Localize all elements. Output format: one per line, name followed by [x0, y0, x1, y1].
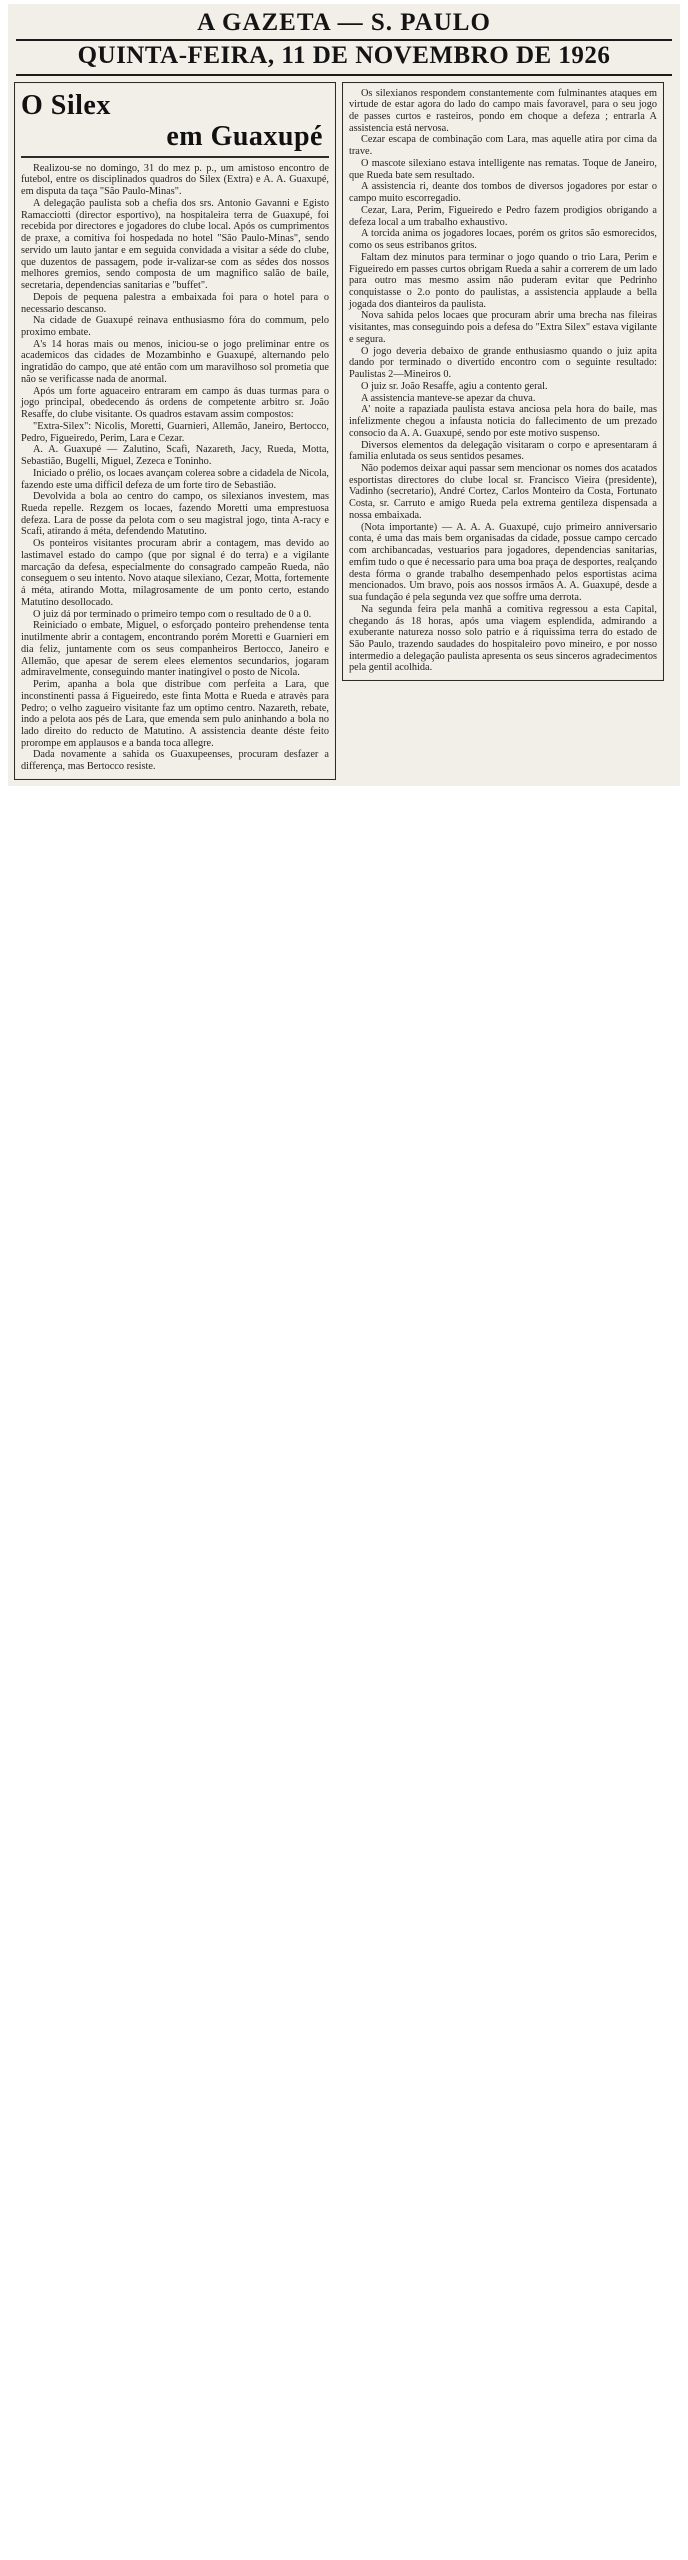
paragraph: Os silexianos respondem constantemente com fulminantes ataques em virtude de estar agora do lado do campo mais favoravel, para o seu jogo de passes curtos e rasteiros, pondo em choque a defeza ; entrarla A assistencia está nervosa.	[349, 87, 657, 134]
paragraph: A torcida anima os jogadores locaes, porém os gritos são esmorecidos, como os seus estribanos gritos.	[349, 228, 657, 252]
paragraph: A assistencia manteve-se apezar da chuva.	[361, 392, 536, 404]
article-headline	[21, 90, 329, 153]
paragraph: Cezar, Lara, Perim, Figueiredo e Pedro fazem prodigios obrigando a defeza local a um trabalho exhaustivo.	[349, 204, 657, 228]
paragraph: Os ponteiros visitantes procuram abrir a contagem, mas devido ao lastimavel estado do campo (que por signal é do terra) e a vigilante marcação da defesa, especialmente do consagrado campeão Rueda, não conseguem o seu intento. Novo ataque silexiano, Cezar, Motta, fortemente á méta, atirando Motta, milagrosamente de um ponto certo, estando Matutino desollocado.	[21, 538, 329, 608]
paragraph: A' noite a rapaziada paulista estava anciosa pela hora do baile, mas infelizmente chegou a infausta noticia do fallecimento de um prezado consocio da A. A. Guaxupé, sendo por este motivo suspenso.	[349, 404, 657, 439]
paragraph: O juiz sr. João Resaffe, agiu a contento geral.	[361, 380, 548, 392]
paragraph: O mascote silexiano estava intelligente nas rematas. Toque de Janeiro, que Rueda bate sem resultado.	[349, 157, 657, 181]
issue-date: QUINTA-FEIRA, 11 DE NOVEMBRO DE 1926	[77, 42, 611, 70]
paragraph: Depois de pequena palestra a embaixada foi para o hotel para o necessario descanso.	[21, 291, 329, 315]
paragraph-lineup-guaxupe: A. A. Guaxupé — Zalutino, Scafi, Nazareth, Jacy, Rueda, Motta, Sebastião, Bugelli, Miguel, Zezeca e Toninho.	[21, 444, 329, 468]
paragraph: Realizou-se no domingo, 31 do mez p. p., um amistoso encontro de futebol, entre os disciplinados quadros do Silex (Extra) e A. A. Guaxupé, em disputa da taça "São Paulo-Minas".	[21, 162, 329, 198]
paragraph: Após um forte aguaceiro entraram em campo ás duas turmas para o jogo principal, obedecendo ás ordens de competente arbitro sr. João Resaffe, do clube visitante. Os quadros estavam assim compostos:	[21, 385, 329, 421]
paragraph: O jogo deveria debaixo de grande enthusiasmo quando o juiz apita dando por terminado o divertido encontro com o seguinte resultado: Paulistas 2—Mineiros 0.	[349, 345, 657, 381]
article-column-right	[342, 82, 664, 682]
paragraph: Perim, apanha a bola que distribue com perfeita a Lara, que inconstinenti passa á Figueiredo, este finta Motta e Rueda e atravès para Pedro; o velho zagueiro visitante faz um optimo centro. Nazareth, rebate, indo a pelota aos pés de Lara, que emenda sem pulo aninhando a bola no lado direito do reducto de Matutino. A assistencia deante déste feito prorompe em applausos e a banda toca allegre.	[21, 679, 329, 749]
paragraph: Diversos elementos da delegação visitaram o corpo e apresentaram á familia enlutada os seus sentidos pesames.	[349, 439, 657, 463]
paragraph: A assistencia ri, deante dos tombos de diversos jogadores por estar o campo muito escorregadio.	[349, 181, 657, 205]
newspaper-clipping	[8, 4, 680, 786]
headline-line-1: O Silex	[21, 89, 111, 121]
masthead	[8, 4, 680, 76]
article-body	[8, 76, 680, 780]
paragraph: O juiz dá por terminado o primeiro tempo com o resultado de 0 a 0.	[33, 608, 312, 620]
paragraph: A's 14 horas mais ou menos, iniciou-se o jogo preliminar entre os academicos das cidades de Mozambinho e Guaxupé, alternando pelo ingratidão do campo, que até então com um maravilhoso sol prometia que não se verificasse nada de anormal.	[21, 338, 329, 385]
headline-line-2: em Guaxupé	[166, 120, 323, 152]
paragraph: Faltam dez minutos para terminar o jogo quando o trio Lara, Perim e Figueiredo em passes curtos obrigam Rueda a sahir a correrem de um lado para outro mas mesmo assim não puderam evitar que Pedrinho conquistasse o 2.o ponto do paulistas, a assistencia applaude a bella jogada dos dianteiros da paulista.	[349, 251, 657, 310]
newspaper-title: A GAZETA — S. PAULO	[197, 9, 491, 36]
article-column-left	[14, 82, 336, 780]
paragraph: Na cidade de Guaxupé reinava enthusiasmo fóra do commum, pelo proximo embate.	[21, 315, 329, 338]
paragraph-officials: Não podemos deixar aqui passar sem mencionar os nomes dos acatados esportistas directores do clube local sr. Francisco Vieira (presidente), Vadinho (secretario), André Cortez, Carlos Monteiro da Costa, Fortunato Costa, sr. Carruto e amigo Rueda pela extrema gentileza dispensada a nossa embaixada.	[349, 463, 657, 521]
paragraph: Reiniciado o embate, Miguel, o esforçado ponteiro prehendense tenta inutilmente abrir a contagem, encontrando porém Moretti e Guarnieri em dia feliz, juntamente com os seus companheiros Bertocco, Janeiro e Allemão, que apesar de serem elees elementos secundarios, jogaram admiravelmente, conseguindo manter inatingivel o posto de Nicola.	[21, 620, 329, 679]
headline-divider	[21, 156, 329, 158]
paragraph: Cezar escapa de combinação com Lara, mas aquelle atira por cima da trave.	[349, 134, 657, 158]
paragraph: A delegação paulista sob a chefia dos srs. Antonio Gavanni e Egisto Ramacciotti (director esportivo), na hospitaleira terra de Guaxupé, foi recebida por directores e jogadores do clube local. Após os cumprimentos de praxe, a comitiva foi hospedada no hotel "São Paulo-Minas", sendo servido um lauto jantar e em seguida convidada a visitar a séde do clube, que duzentos de passagem, pode ir-valizar-se com as sédes dos nossos melhores gremios, sendo composta de um magnifico salão de baile, secretaria, dependencias sanitarias e "buffet".	[21, 197, 329, 292]
paragraph-important-note: (Nota importante) — A. A. A. Guaxupé, cujo primeiro anniversario conta, é uma das mais bem organisadas da cidade, possue campo cercado com archibancadas, vestuarios para jogadores, dependencias sanitarias, emfim tudo o que é necessario para uma boa praça de desportes, realçando desta fórma o grande trabalho desempenhado pelos esportistas acima mencionados. Um bravo, pois aos nossos irmãos A. A. Guaxupé, desde a sua fundação é pela segunda vez que soffre uma derrota.	[349, 521, 657, 604]
paragraph-lineup-silex: "Extra-Silex": Nicolis, Moretti, Guarnieri, Allemão, Janeiro, Bertocco, Pedro, Figueiredo, Perim, Lara e Cezar.	[21, 420, 329, 444]
paragraph: Na segunda feira pela manhã a comitiva regressou a esta Capital, chegando ás 18 horas, após uma viagem esplendida, admirando a exuberante natureza nosso solo patrio e á riquissima terra do estado de São Paulo, trazendo saudades do hospitaleiro povo mineiro, e por nosso intermedio a delegação paulista apresenta os seus sinceros agradecimentos pela gentil acolhida.	[349, 603, 657, 674]
masthead-divider-top	[16, 39, 672, 41]
paragraph: Nova sahida pelos locaes que procuram abrir uma brecha nas fileiras visitantes, mas conseguindo pois a defesa do "Extra Silex" estava vigilante e segura.	[349, 310, 657, 345]
paragraph: Iniciado o prélio, os locaes avançam colerea sobre a cidadela de Nicola, fazendo este uma difficil defeza de um forte tiro de Sebastião.	[21, 467, 329, 491]
paragraph: Devolvida a bola ao centro do campo, os silexianos investem, mas Rueda repelle. Rezgem os locaes, fazendo Moretti uma emprestuosa defeza. Lara de posse da pelota com o seu magistral jogo, tinta A-racy e Scafi, atirando á méta, defendendo Matutino.	[21, 491, 329, 538]
paragraph: Dada novamente a sahida os Guaxupeenses, procuram desfazer a differença, mas Bertocco resiste.	[21, 749, 329, 773]
